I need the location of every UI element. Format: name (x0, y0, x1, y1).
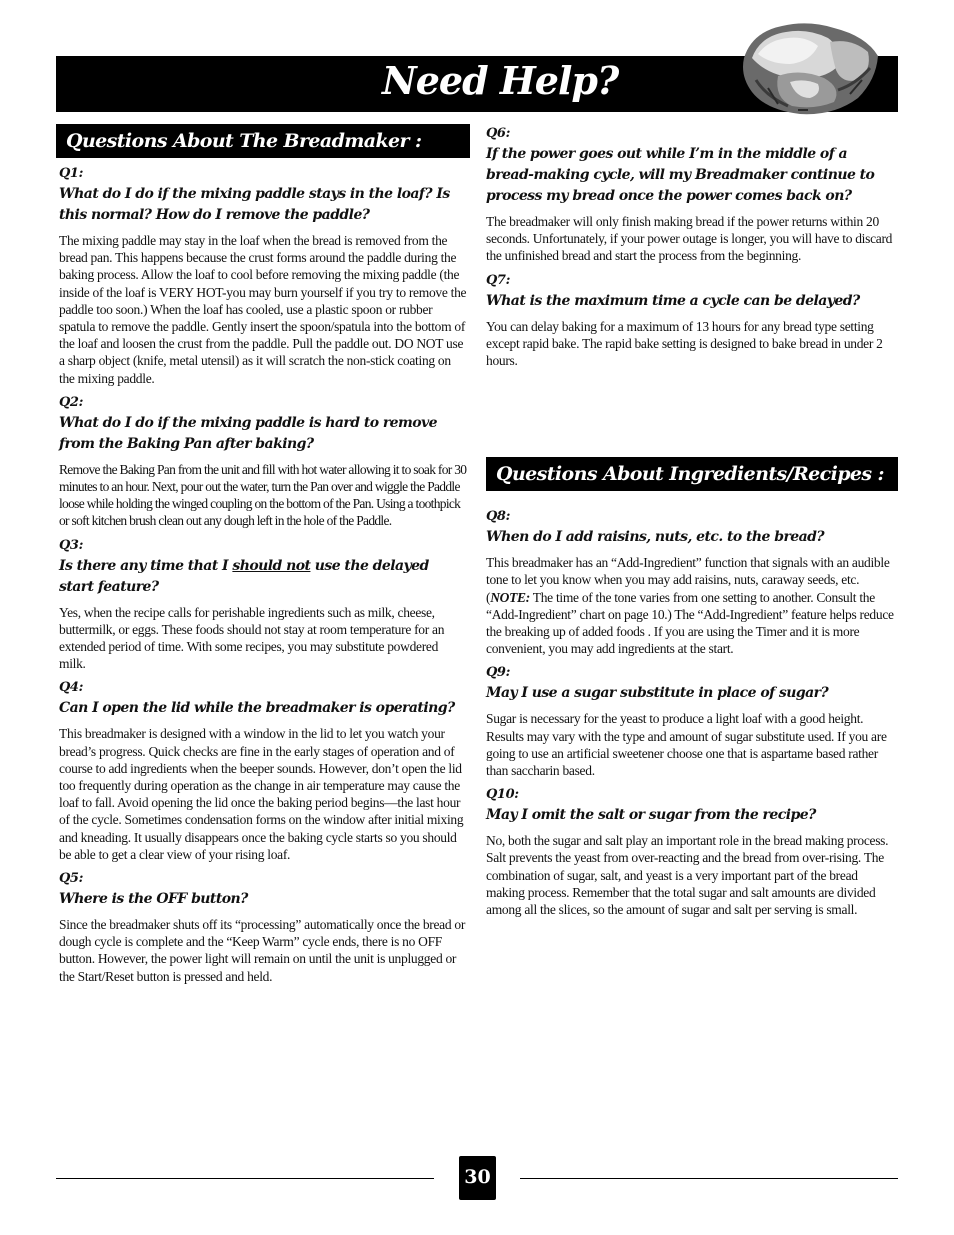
faq-item-q3 (59, 536, 467, 673)
answer-text: Sugar is necessary for the yeast to produce a light loaf with a good height. Results may vary with the type and amount of sugar substitute used. If you are going to use an artificial sweetener choose one that is aspartame based rather than saccharin based. (486, 711, 887, 779)
question-text: If the power goes out while I’m in the middle of a bread-making cycle, will my Breadmaker continue to process my bread once the power comes back on? (486, 146, 875, 204)
page-number: 30 (459, 1156, 496, 1200)
question-number: Q5: (59, 871, 83, 887)
faq-item-q10 (486, 785, 898, 918)
bread-basket-image (738, 18, 882, 118)
question-number: Q3: (59, 537, 83, 553)
footer-rule-left (56, 1178, 434, 1179)
answer-text: Remove the Baking Pan from the unit and fill with hot water allowing it to soak for 30 minutes to an hour. Next, pour out the water, turn the Pan over and wiggle the Paddle loose while holding the winged coupling on the bottom of the Pan. Using a toothpick or soft kitchen brush clean out any dough left in the hole of the Paddle. (59, 461, 467, 529)
answer-text: The breadmaker will only finish making bread if the power returns within 20 seconds. Unfortunately, if your power outage is longer, you will have to discard the unfinished bread and start the process from the beginning. (486, 214, 893, 264)
faq-item-q5 (59, 869, 467, 985)
question-text: What do I do if the mixing paddle is hard to remove from the Baking Pan after baking? (59, 414, 438, 452)
faq-item-q7 (486, 271, 898, 370)
answer-text-end: The time of the tone varies from one setting to another. Consult the “Add-Ingredient” chart on page 10.) The “Add-Ingredient” feature helps reduce the breaking up of added foods . If you are using the Timer and it is more convenient, you may add ingredients at the start. (486, 589, 894, 657)
question-text (59, 556, 467, 598)
answer-text (486, 554, 898, 657)
answer-text: This breadmaker is designed with a window in the lid to let you watch your bread’s progress. Quick checks are fine in the early stages of operation and of course to add ingredients when the beeper sounds. However, don’t open the lid too frequently during operation as the change in air temperature may cause the loaf to fall. Avoid opening the lid once the baking period begins—the last hour of the cycle. Sometimes condensation forms on the window after initial mixing and kneading. It usually disappears once the baking cycle starts so you should be able to get a clear view of your rising loaf. (59, 726, 464, 862)
right-column (486, 124, 898, 922)
question-text: Where is the OFF button? (59, 891, 248, 908)
faq-item-q2 (59, 393, 467, 530)
answer-text: No, both the sugar and salt play an important role in the bread making process. Salt prevents the yeast from over-reacting and the bread from over-rising. The combination of sugar, salt, and yeast is a very important part of the bread making process. Remember that the total sugar and salt amounts are divided among all the slices, so the amount of sugar and salt per serving is small. (486, 833, 889, 918)
question-text: What is the maximum time a cycle can be delayed? (486, 292, 860, 309)
faq-item-q8 (486, 507, 898, 657)
answer-text-start: This breadmaker has an “Add-Ingredient” function that signals with an audible tone to let you know when you may add raisins, nuts, caraway seeds, etc. ( (486, 555, 890, 605)
question-number: Q2: (59, 394, 83, 410)
question-text: What do I do if the mixing paddle stays in the loaf? Is this normal? How do I remove the paddle? (59, 186, 450, 223)
faq-item-q4 (59, 678, 467, 863)
section-heading-breadmaker: Questions About The Breadmaker : (56, 124, 470, 158)
faq-item-q1 (59, 164, 467, 387)
answer-text: Since the breadmaker shuts off its “processing” automatically once the bread or dough cycle is complete and the “Keep Warm” cycle ends, there is no OFF button. However, the power light will remain on until the unit is unplugged or the Start/Reset button is pressed and held. (59, 917, 466, 984)
answer-text: The mixing paddle may stay in the loaf when the bread is removed from the bread pan. This happens because the crust forms around the paddle during the baking process. Allow the loaf to cool before removing the mixing paddle (the inside of the loaf is VERY HOT-you may burn yourself if you try to remove the paddle too soon.) When the loaf has cooled, use a plastic spoon or rubber spatula to remove the paddle. Gently insert the spoon/spatula into the bottom of the loaf and loosen the crust from the paddle. Pull the paddle out. DO NOT use a sharp object (knife, metal utensil) as it will scratch the non-stick coating on the mixing paddle. (59, 233, 467, 386)
question-number: Q9: (486, 665, 510, 681)
question-number: Q4: (59, 680, 83, 696)
question-number: Q1: (59, 166, 83, 181)
section-heading-ingredients: Questions About Ingredients/Recipes : (486, 457, 898, 491)
answer-text: Yes, when the recipe calls for perishable ingredients such as milk, cheese, buttermilk, or eggs. These foods should not stay at room temperature for an extended period of time. With some recipes, you may substitute powdered milk. (59, 604, 445, 672)
question-number: Q10: (486, 787, 519, 803)
question-text-start: Is there any time that I (59, 557, 233, 574)
page-title: Need Help? (382, 58, 619, 103)
footer-rule-right (520, 1178, 898, 1179)
note-label: NOTE: (490, 589, 530, 605)
question-text-underlined: should not (232, 557, 311, 574)
question-number: Q8: (486, 509, 510, 525)
question-text: May I omit the salt or sugar from the recipe? (486, 807, 816, 824)
question-number: Q6: (486, 126, 510, 141)
question-number: Q7: (486, 272, 510, 288)
question-text: When do I add raisins, nuts, etc. to the bread? (486, 529, 825, 546)
faq-item-q6 (486, 124, 898, 265)
left-column (59, 124, 467, 989)
answer-text: You can delay baking for a maximum of 13 hours for any bread type setting except rapid bake. The rapid bake setting is designed to bake bread in under 2 hours. (486, 318, 883, 369)
question-text: Can I open the lid while the breadmaker is operating? (59, 700, 455, 717)
question-text-end: use the delayed start feature? (59, 557, 429, 595)
question-text: May I use a sugar substitute in place of sugar? (486, 685, 829, 702)
faq-item-q9 (486, 663, 898, 779)
